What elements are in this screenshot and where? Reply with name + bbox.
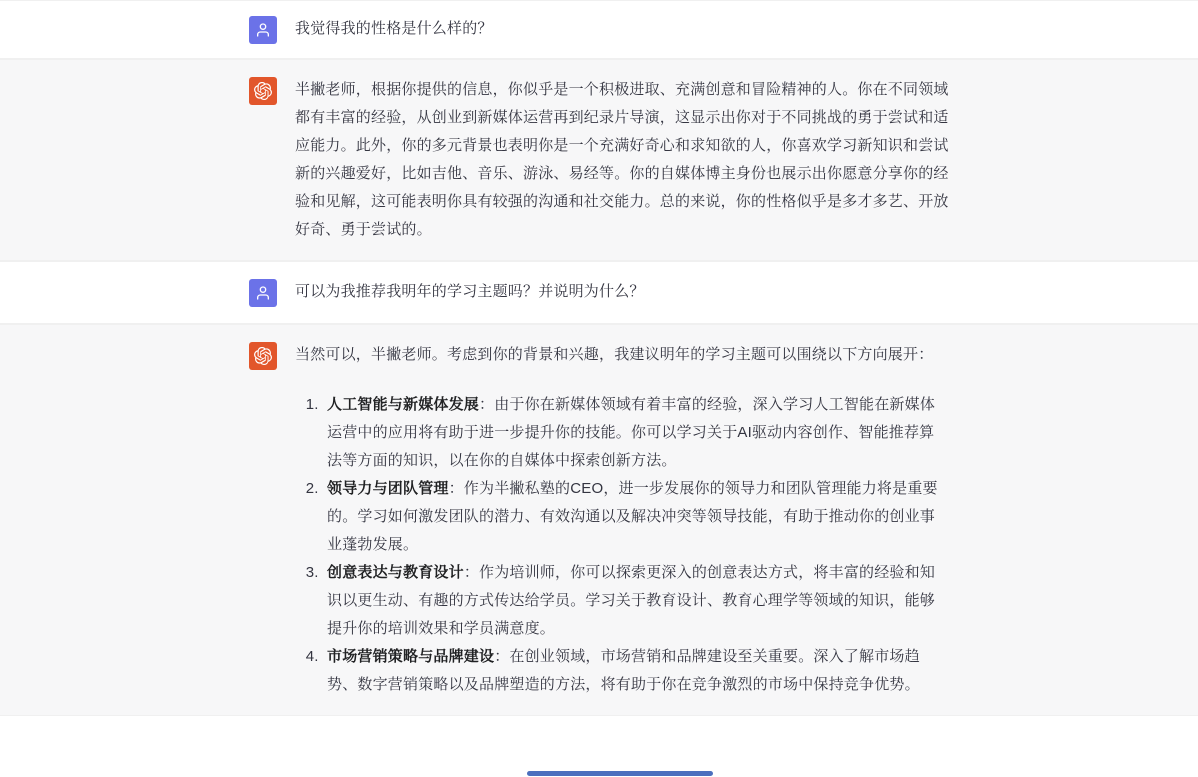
list-item-title: 创意表达与教育设计 xyxy=(327,564,464,581)
list-item-body: ：由于你在新媒体领域有着丰富的经验，深入学习人工智能在新媒体运营中的应用将有助于进一步提升你的技能。你可以学习关于AI驱动内容创作、智能推荐算法等方面的知识，以在你的自媒体中探索创新方法。 xyxy=(327,396,936,469)
user-avatar-icon xyxy=(249,16,277,44)
recommendation-list xyxy=(295,391,949,699)
chat-message-assistant xyxy=(0,324,1198,716)
list-item-body: ：作为培训师，你可以探索更深入的创意表达方式，将丰富的经验和知识以更生动、有趣的方式传达给学员。学习关于教育设计、教育心理学等领域的知识，能够提升你的培训效果和学员满意度。 xyxy=(327,564,936,637)
list-item xyxy=(323,559,949,643)
message-paragraph: 半撇老师，根据你提供的信息，你似乎是一个积极进取、充满创意和冒险精神的人。你在不同领域都有丰富的经验，从创业到新媒体运营再到纪录片导演，这显示出你对于不同挑战的勇于尝试和适应能力。此外，你的多元背景也表明你是一个充满好奇心和求知欲的人，你喜欢学习新知识和尝试新的兴趣爱好，比如吉他、音乐、游泳、易经等。你的自媒体博主身份也展示出你愿意分享你的经验和见解，这可能表明你具有较强的沟通和社交能力。总的来说，你的性格似乎是多才多艺、开放好奇、勇于尝试的。 xyxy=(295,81,949,238)
list-item-body: ：作为半撇私塾的CEO，进一步发展你的领导力和团队管理能力将是重要的。学习如何激发团队的潜力、有效沟通以及解决冲突等领导技能，有助于推动你的创业事业蓬勃发展。 xyxy=(327,480,938,553)
list-item-title: 市场营销策略与品牌建设 xyxy=(327,648,495,665)
user-avatar-icon xyxy=(249,279,277,307)
list-item xyxy=(323,391,949,475)
chat-message-assistant xyxy=(0,59,1198,261)
list-item-title: 人工智能与新媒体发展 xyxy=(327,396,480,413)
message-text xyxy=(295,341,949,699)
message-intro-paragraph: 当然可以，半撇老师。考虑到你的背景和兴趣，我建议明年的学习主题可以围绕以下方向展开： xyxy=(295,346,934,363)
openai-logo-icon xyxy=(249,342,277,370)
list-item xyxy=(323,643,949,699)
bottom-progress-indicator[interactable] xyxy=(527,771,713,776)
message-text xyxy=(295,278,949,307)
bottom-progress-indicator-wrap xyxy=(0,771,1198,777)
message-text xyxy=(295,76,949,244)
message-text xyxy=(295,15,949,44)
list-item xyxy=(323,475,949,559)
chat-message-user xyxy=(0,0,1198,59)
message-paragraph: 我觉得我的性格是什么样的？ xyxy=(295,20,493,37)
openai-logo-icon xyxy=(249,77,277,105)
message-paragraph: 可以为我推荐我明年的学习主题吗？并说明为什么？ xyxy=(295,283,645,300)
list-item-title: 领导力与团队管理 xyxy=(327,480,449,497)
list-item-body: ：在创业领域，市场营销和品牌建设至关重要。深入了解市场趋势、数字营销策略以及品牌塑造的方法，将有助于你在竞争激烈的市场中保持竞争优势。 xyxy=(327,648,920,693)
chat-message-user xyxy=(0,261,1198,324)
